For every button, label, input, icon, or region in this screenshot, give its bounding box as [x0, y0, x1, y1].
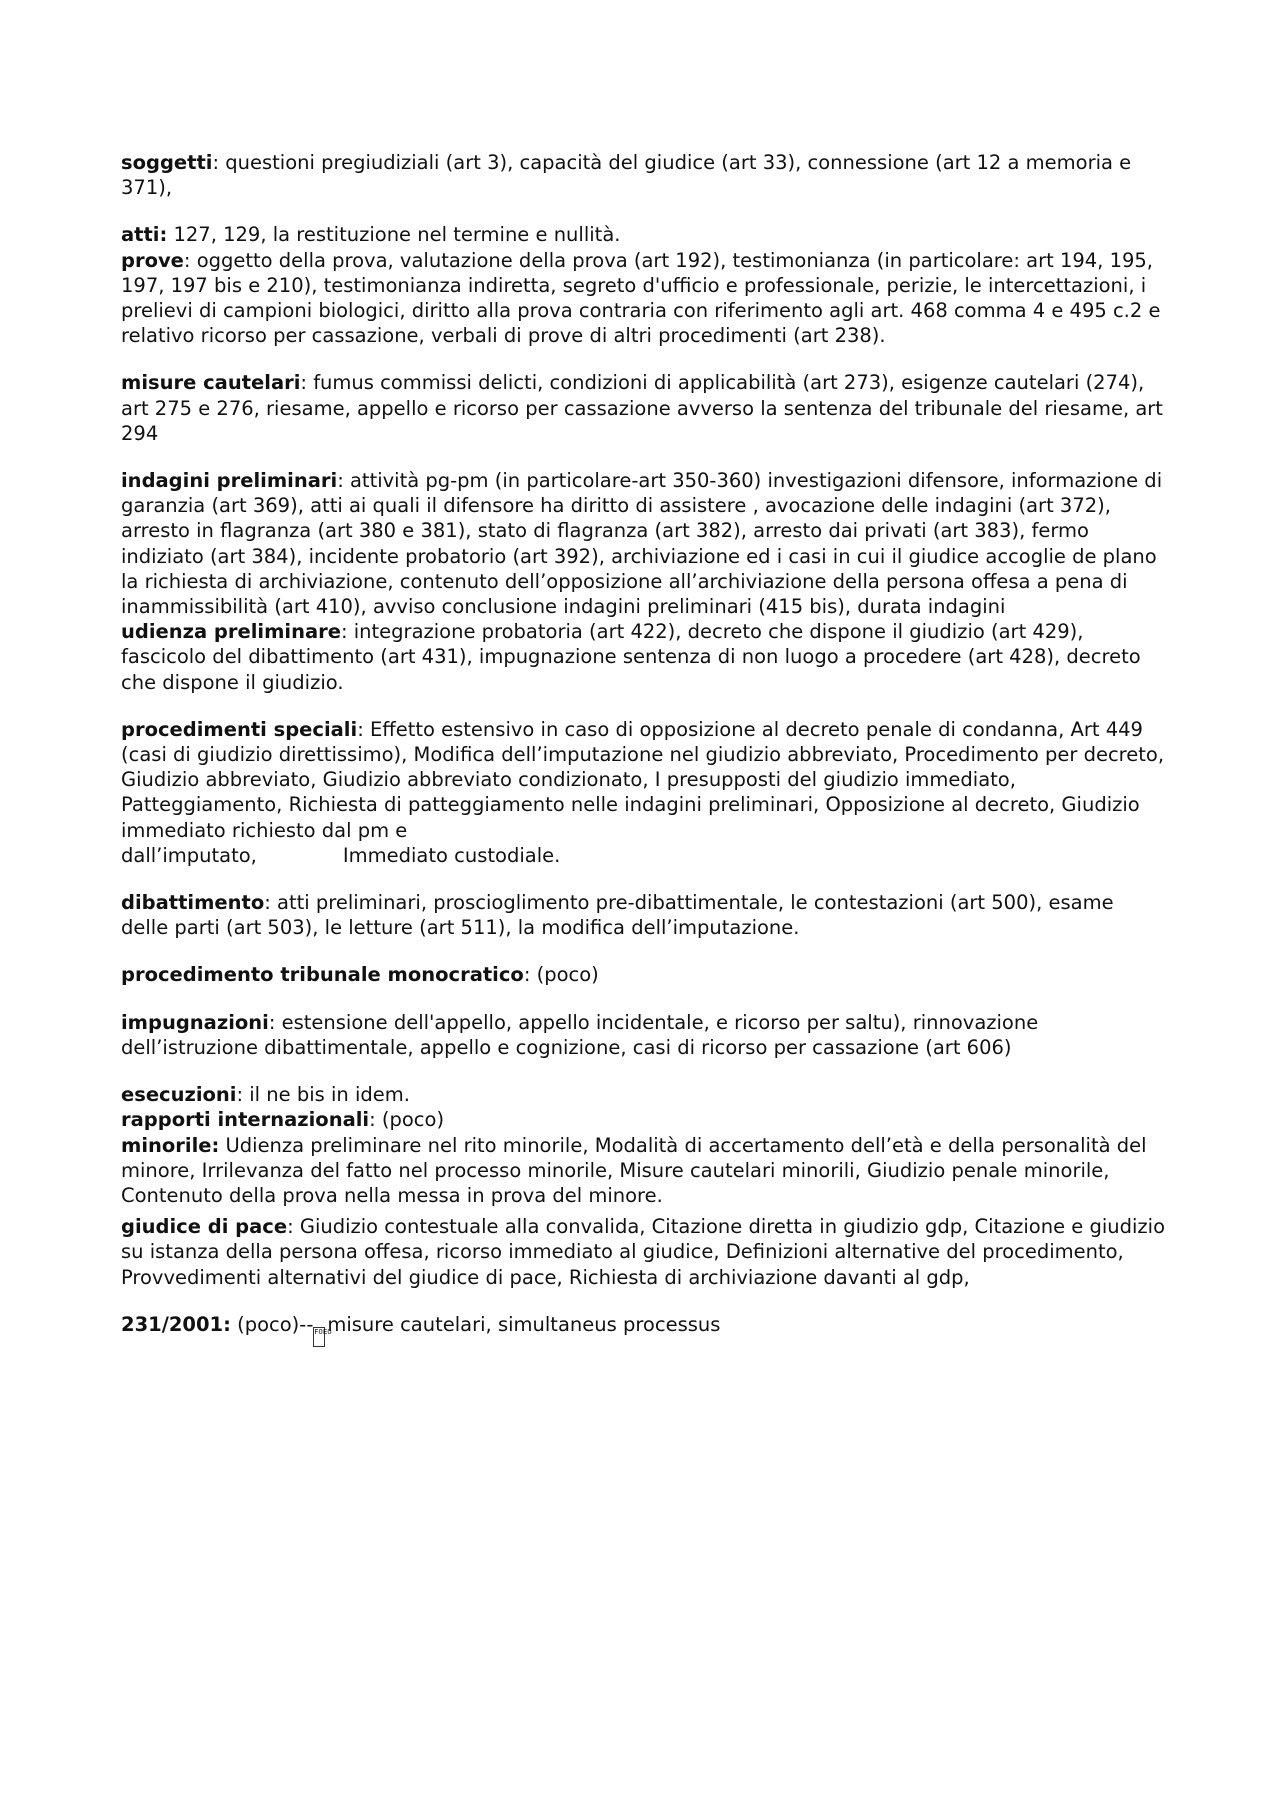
section-soggetti — [121, 150, 1166, 200]
section-label: esecuzioni — [121, 1083, 237, 1107]
section-atti — [121, 222, 1166, 247]
section-text: : (poco) — [369, 1108, 445, 1132]
section-label: indagini preliminari — [121, 469, 338, 493]
section-label: giudice di pace — [121, 1215, 288, 1239]
section-label: atti: — [121, 223, 168, 247]
section-text: : Effetto estensivo in caso di opposizione al decreto penale di condanna, Art 449 (casi di giudizio direttissimo), Modifica dell’imputazione nel giudizio abbreviato, Procedimento per decreto, Giudizio abbreviato, Giudizio abbreviato condizionato, I presupposti del giudizio immediato, Patteggiamento, Richiesta di patteggiamento nelle indagini preliminari, Opposizione al decreto, Giudizio immediato richiesto dal pm e — [121, 717, 1165, 842]
section-text-continued: dall’imputato, — [121, 843, 257, 867]
section-label: misure cautelari — [121, 371, 301, 395]
section-indagini-preliminari — [121, 468, 1166, 619]
section-label: udienza preliminare — [121, 620, 341, 644]
section-231-2001 — [121, 1312, 1166, 1347]
section-esecuzioni — [121, 1082, 1166, 1107]
section-label: minorile: — [121, 1133, 220, 1157]
section-giudice-di-pace — [121, 1214, 1166, 1290]
section-label: 231/2001: — [121, 1312, 231, 1336]
section-rapporti-internazionali — [121, 1107, 1166, 1132]
section-label: soggetti — [121, 151, 213, 174]
section-text: : atti preliminari, proscioglimento pre-dibattimentale, le contestazioni (art 500), esame delle parti (art 503), le letture (art 511), la modifica dell’imputazione. — [121, 891, 1114, 940]
section-text: : fumus commissi delicti, condizioni di applicabilità (art 273), esigenze cautelari (274), art 275 e 276, riesame, appello e ricorso per cassazione avverso la sentenza del tribunale del riesame, art 294 — [121, 371, 1163, 445]
section-minorile — [121, 1133, 1166, 1209]
section-text: 127, 129, la restituzione nel termine e nullità. — [167, 223, 621, 247]
section-text: : (poco) — [523, 963, 599, 987]
section-text: : Giudizio contestuale alla convalida, Citazione diretta in giudizio gdp, Citazione e giudizio su istanza della persona offesa, ricorso immediato al giudice, Definizioni alternative del procedimento, Provvedimenti alternativi del giudice di pace, Richiesta di archiviazione davanti al gdp, — [121, 1215, 1166, 1289]
section-text: : integrazione probatoria (art 422), decreto che dispone il giudizio (art 429), fascicolo del dibattimento (art 431), impugnazione sentenza di non luogo a procedere (art 428), decreto che dispone il giudizio. — [121, 620, 1141, 694]
section-impugnazioni — [121, 1010, 1166, 1060]
section-label: procedimento tribunale monocratico — [121, 963, 524, 987]
section-procedimento-tribunale-monocratico — [121, 962, 1166, 987]
section-label: impugnazioni — [121, 1010, 269, 1034]
section-text: (poco)-- — [230, 1312, 314, 1336]
section-label: prove — [121, 248, 184, 272]
section-text: : questioni pregiudiziali (art 3), capacità del giudice (art 33), connessione (art 12 a memoria e 371), — [121, 151, 1132, 200]
section-text-tail: misure cautelari, simultaneus processus — [327, 1312, 721, 1336]
section-text: Udienza preliminare nel rito minorile, Modalità di accertamento dell’età e della personalità del minore, Irrilevanza del fatto nel processo minorile, Misure cautelari minorili, Giudizio penale minorile, Contenuto della prova nella messa in prova del minore. — [121, 1133, 1147, 1207]
section-label: procedimenti speciali — [121, 717, 358, 741]
section-text: : attività pg-pm (in particolare-art 350-360) investigazioni difensore, informazione di garanzia (art 369), atti ai quali il difensore ha diritto di assistere , avocazione delle indagini (art 372), arresto in flagranza (art 380 e 381), stato di flagranza (art 382), arresto dai privati (art 383), fermo indiziato (art 384), incidente probatorio (art 392), archiviazione ed i casi in cui il giudice accoglie de plano la richiesta di archiviazione, contenuto dell’opposizione all’archiviazione della persona offesa a pena di inammissibilità (art 410), avviso conclusione indagini preliminari (415 bis), durata indagini — [121, 469, 1163, 619]
section-label: rapporti internazionali — [121, 1108, 370, 1132]
document-page — [121, 150, 1166, 1347]
section-text-tail: Immediato custodiale. — [342, 843, 561, 867]
section-text: : oggetto della prova, valutazione della prova (art 192), testimonianza (in particolare: art 194, 195, 197, 197 bis e 210), testimonianza indiretta, segreto d'ufficio e professionale, perizie, le intercettazioni, i prelievi di campioni biologici, diritto alla prova contraria con riferimento agli art. 468 comma 4 e 495 c.2 e relativo ricorso per cassazione, verbali di prove di altri procedimenti (art 238). — [121, 248, 1161, 348]
section-text: : estensione dell'appello, appello incidentale, e ricorso per saltu), rinnovazione dell’istruzione dibattimentale, appello e cognizione, casi di ricorso per cassazione (art 606) — [121, 1010, 1039, 1059]
missing-glyph-icon: F0E0 — [313, 1327, 325, 1347]
section-label: dibattimento — [121, 891, 265, 915]
section-udienza-preliminare — [121, 619, 1166, 695]
section-procedimenti-speciali — [121, 717, 1166, 868]
section-text: : il ne bis in idem. — [236, 1083, 410, 1107]
section-dibattimento — [121, 890, 1166, 940]
section-prove — [121, 248, 1166, 349]
section-misure-cautelari — [121, 370, 1166, 446]
